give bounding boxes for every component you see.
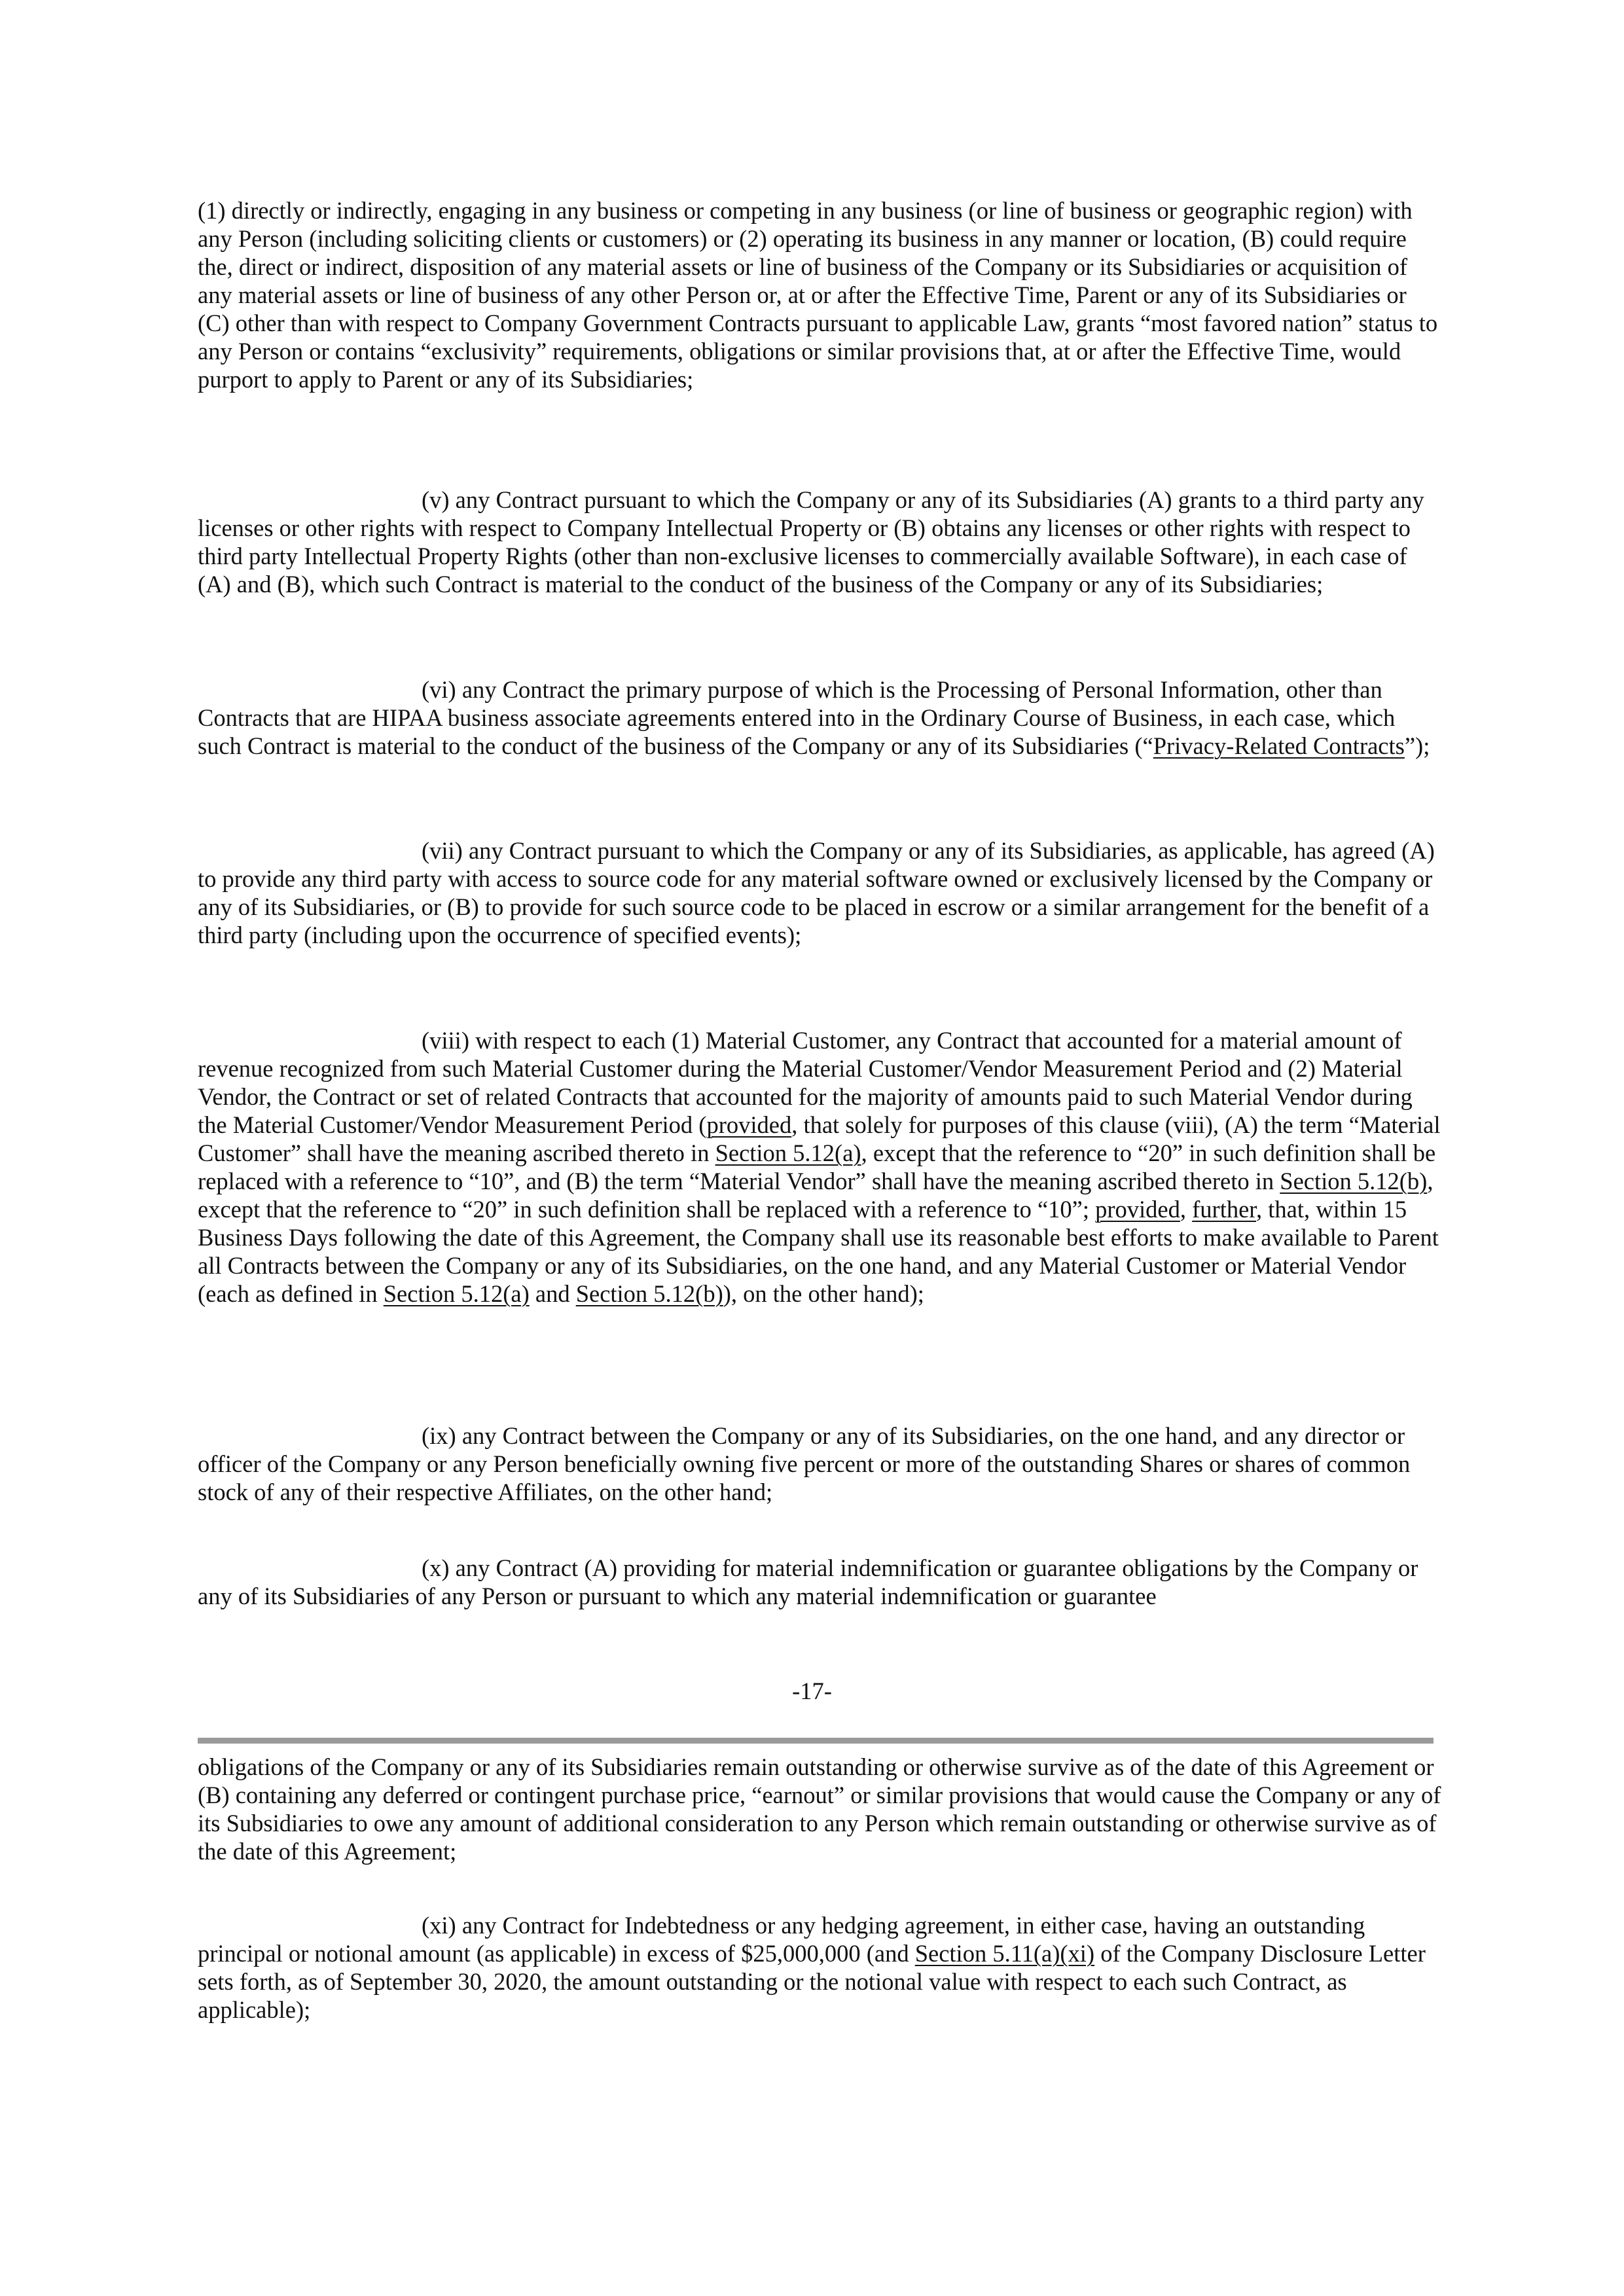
underlined-provided: provided — [1095, 1196, 1180, 1223]
underlined-provided: provided — [706, 1111, 792, 1138]
section-reference: Section 5.12(b) — [1280, 1168, 1428, 1194]
paragraph-clause-x: (x) any Contract (A) providing for material indemnification or guarantee obligations by the Company or any of its Subsidiaries of any Person or pursuant to which any material indemnification or guarantee — [198, 1554, 1418, 1609]
paragraph-clause-xi: (xi) any Contract for Indebtedness or any hedging agreement, in either case, having an outstanding principal or notional amount (as applicable) in excess of $25,000,000 (and Section 5.11(a)(xi) of the Company Disclosure Letter sets forth, as of September 30, 2020, the amount outstanding or the notional value with respect to each such Contract, as applicable); — [198, 1912, 1426, 2023]
paragraph-clause-viii: (viii) with respect to each (1) Material Customer, any Contract that accounted for a material amount of revenue recognized from such Material Customer during the Material Customer/Vendor Measurement Period and (2) Material Vendor, the Contract or set of related Contracts that accounted for the majority of amounts paid to such Material Vendor during the Material Customer/Vendor Measurement Period (provided, that solely for purposes of this clause (viii), (A) the term “Material Customer” shall have the meaning ascribed thereto in Section 5.12(a), except that the reference to “20” in such definition shall be replaced with a reference to “10”, and (B) the term “Material Vendor” shall have the meaning ascribed thereto in Section 5.12(b), except that the reference to “20” in such definition shall be replaced with a reference to “10”; provided, further, that, within 15 Business Days following the date of this Agreement, the Company shall use its reasonable best efforts to make available to Parent all Contracts between the Company or any of its Subsidiaries, on the one hand, and any Material Customer or Material Vendor (each as defined in Section 5.12(a) and Section 5.12(b)), on the other hand); — [198, 1027, 1441, 1307]
defined-term-privacy-related-contracts: Privacy-Related Contracts — [1153, 732, 1405, 759]
paragraph-clause-v: (v) any Contract pursuant to which the Company or any of its Subsidiaries (A) grants to a third party any licenses or other rights with respect to Company Intellectual Property or (B) obtains any licenses or other rights with respect to third party Intellectual Property Rights (other than non-exclusive licenses to commercially available Software), in each case of (A) and (B), which such Contract is material to the conduct of the business of the Company or any of its Subsidiaries; — [198, 486, 1424, 598]
paragraph-continued: (1) directly or indirectly, engaging in any business or competing in any business (or line of business or geographic region) with any Person (including soliciting clients or customers) or (2) operating its business in any manner or location, (B) could require the, direct or indirect, disposition of any material assets or line of business of the Company or its Subsidiaries or acquisition of any material assets or line of business of any other Person or, at or after the Effective Time, Parent or any of its Subsidiaries or (C) other than with respect to Company Government Contracts pursuant to applicable Law, grants “most favored nation” status to any Person or contains “exclusivity” requirements, obligations or similar provisions that, at or after the Effective Time, would purport to apply to Parent or any of its Subsidiaries; — [198, 197, 1438, 393]
underlined-further: further — [1192, 1196, 1256, 1223]
section-reference: Section 5.12(b) — [575, 1280, 723, 1307]
section-reference: Section 5.12(a) — [715, 1139, 861, 1166]
paragraph-clause-ix: (ix) any Contract between the Company or any of its Subsidiaries, on the one hand, and any director or officer of the Company or any Person beneficially owning five percent or more of the outstanding Shares or shares of common stock of any of their respective Affiliates, on the other hand; — [198, 1422, 1411, 1505]
paragraph-continued-page-2: obligations of the Company or any of its Subsidiaries remain outstanding or otherwise survive as of the date of this Agreement or (B) containing any deferred or contingent purchase price, “earnout” or similar provisions that would cause the Company or any of its Subsidiaries to owe any amount of additional consideration to any Person which remain outstanding or otherwise survive as of the date of this Agreement; — [198, 1753, 1441, 1865]
section-reference: Section 5.11(a)(xi) — [914, 1940, 1095, 1967]
page-number: -17- — [792, 1677, 832, 1704]
page-break-divider — [198, 1738, 1434, 1744]
section-reference: Section 5.12(a) — [383, 1280, 530, 1307]
paragraph-clause-vii: (vii) any Contract pursuant to which the Company or any of its Subsidiaries, as applicable, has agreed (A) to provide any third party with access to source code for any material software owned or exclusively licensed by the Company or any of its Subsidiaries, or (B) to provide for such source code to be placed in escrow or a similar arrangement for the benefit of a third party (including upon the occurrence of specified events); — [198, 837, 1435, 948]
paragraph-clause-vi: (vi) any Contract the primary purpose of which is the Processing of Personal Information, other than Contracts that are HIPAA business associate agreements entered into in the Ordinary Course of Business, in each case, which such Contract is material to the conduct of the business of the Company or any of its Subsidiaries (“Privacy-Related Contracts”); — [198, 676, 1430, 759]
